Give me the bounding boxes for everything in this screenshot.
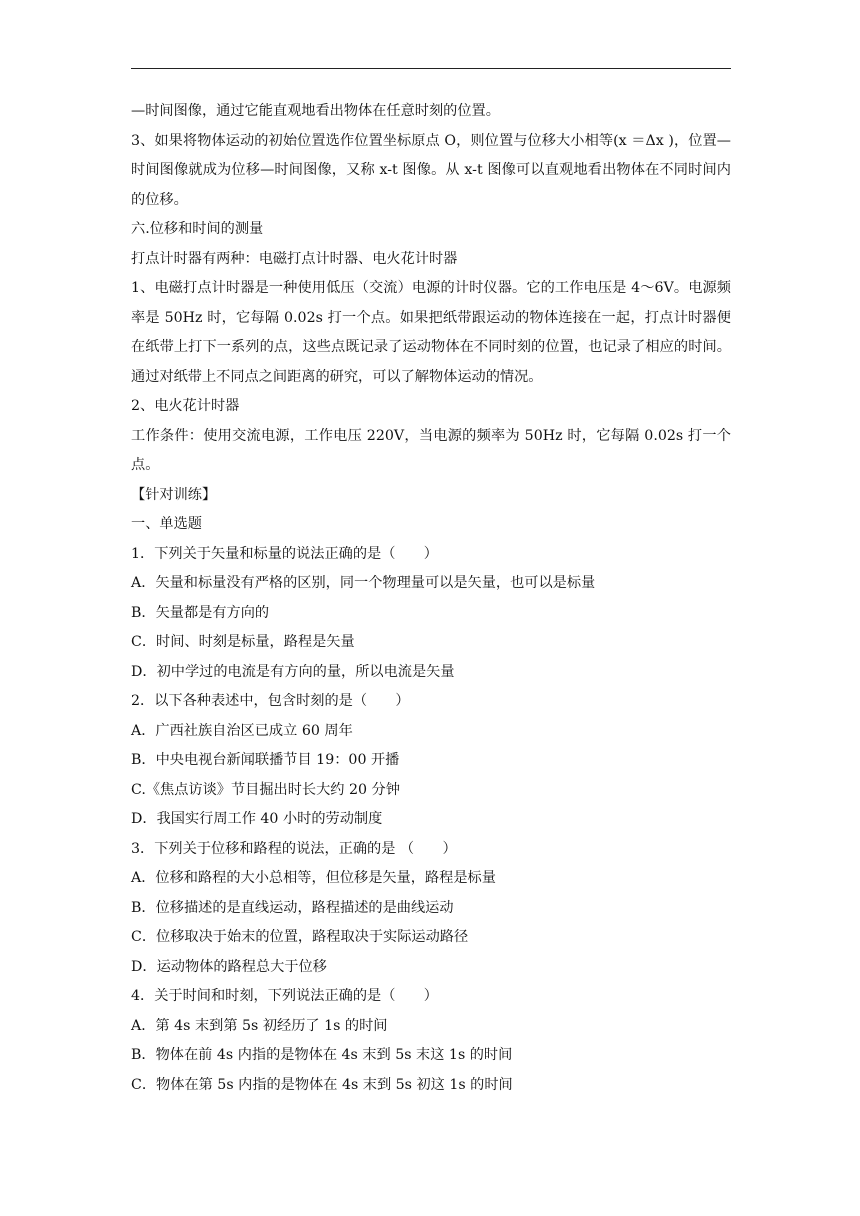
- question-3-option-d: D．运动物体的路程总大于位移: [131, 958, 327, 975]
- paragraph-electromagnetic-timer: 1、电磁打点计时器是一种使用低压（交流）电源的计时仪器。它的工作电压是 4～6V。电源频率是 50Hz 时，它每隔 0.02s 打一个点。如果把纸带跟运动的物体连接在一起，打点计时器便在纸带上打下一系列的点，这些点既记录了运动物体在不同时刻的位置，也记录了相应的时间。通过对纸带上不同点之间距离的研究，可以了解物体运动的情况。: [131, 280, 731, 385]
- question-3-option-c: C．位移取决于始末的位置，路程取决于实际运动路径: [131, 929, 469, 945]
- question-3-stem: 3．下列关于位移和路程的说法，正确的是 （ ）: [131, 840, 457, 857]
- paragraph-spark-timer-heading: 2、电火花计时器: [131, 398, 240, 414]
- question-4-option-a: A．第 4s 末到第 5s 初经历了 1s 的时间: [131, 1017, 388, 1034]
- document-body: [131, 97, 731, 1100]
- question-1-option-b: B．矢量都是有方向的: [131, 604, 270, 621]
- question-2-stem: 2．以下各种表述中，包含时刻的是（ ）: [131, 693, 410, 709]
- question-1-stem: 1．下列关于矢量和标量的说法正确的是（ ）: [131, 545, 438, 562]
- question-1-option-d: D．初中学过的电流是有方向的量，所以电流是矢量: [131, 663, 455, 680]
- question-2-option-d: D．我国实行周工作 40 小时的劳动制度: [131, 811, 383, 827]
- paragraph-timer-types: 打点计时器有两种：电磁打点计时器、电火花计时器: [131, 250, 458, 267]
- section-heading-single-choice: 一、单选题: [131, 516, 202, 532]
- question-3-option-b: B．位移描述的是直线运动，路程描述的是曲线运动: [131, 899, 454, 916]
- question-1-option-c: C．时间、时刻是标量，路程是矢量: [131, 634, 355, 650]
- header-rule: [131, 68, 731, 69]
- question-3-option-a: A．位移和路程的大小总相等，但位移是矢量，路程是标量: [131, 870, 496, 886]
- paragraph-intro-continuation: —时间图像，通过它能直观地看出物体在任意时刻的位置。: [131, 103, 500, 119]
- question-2-option-c: C.《焦点访谈》节目掘出时长大约 20 分钟: [131, 781, 400, 798]
- question-1-option-a: A．矢量和标量没有严格的区别，同一个物理量可以是矢量，也可以是标量: [131, 575, 596, 591]
- question-4-option-b: B．物体在前 4s 内指的是物体在 4s 末到 5s 末这 1s 的时间: [131, 1047, 513, 1063]
- paragraph-position-displacement: 3、如果将物体运动的初始位置选作位置坐标原点 O，则位置与位移大小相等(x ＝Δx )，位置—时间图像就成为位移—时间图像，又称 x-t 图像。从 x-t 图像可以直观地看出物体在不同时间内的位移。: [131, 132, 731, 208]
- question-4-stem: 4．关于时间和时刻，下列说法正确的是（ ）: [131, 988, 438, 1004]
- section-heading-practice: 【针对训练】: [131, 486, 217, 503]
- section-heading-measurement: 六.位移和时间的测量: [131, 221, 264, 237]
- question-2-option-b: B．中央电视台新闻联播节目 19：00 开播: [131, 752, 400, 768]
- paragraph-spark-timer-conditions: 工作条件：使用交流电源，工作电压 220V，当电源的频率为 50Hz 时，它每隔 0.02s 打一个点。: [131, 427, 731, 473]
- question-2-option-a: A．广西社族自治区已成立 60 周年: [131, 722, 353, 739]
- question-4-option-c: C．物体在第 5s 内指的是物体在 4s 末到 5s 初这 1s 的时间: [131, 1076, 513, 1093]
